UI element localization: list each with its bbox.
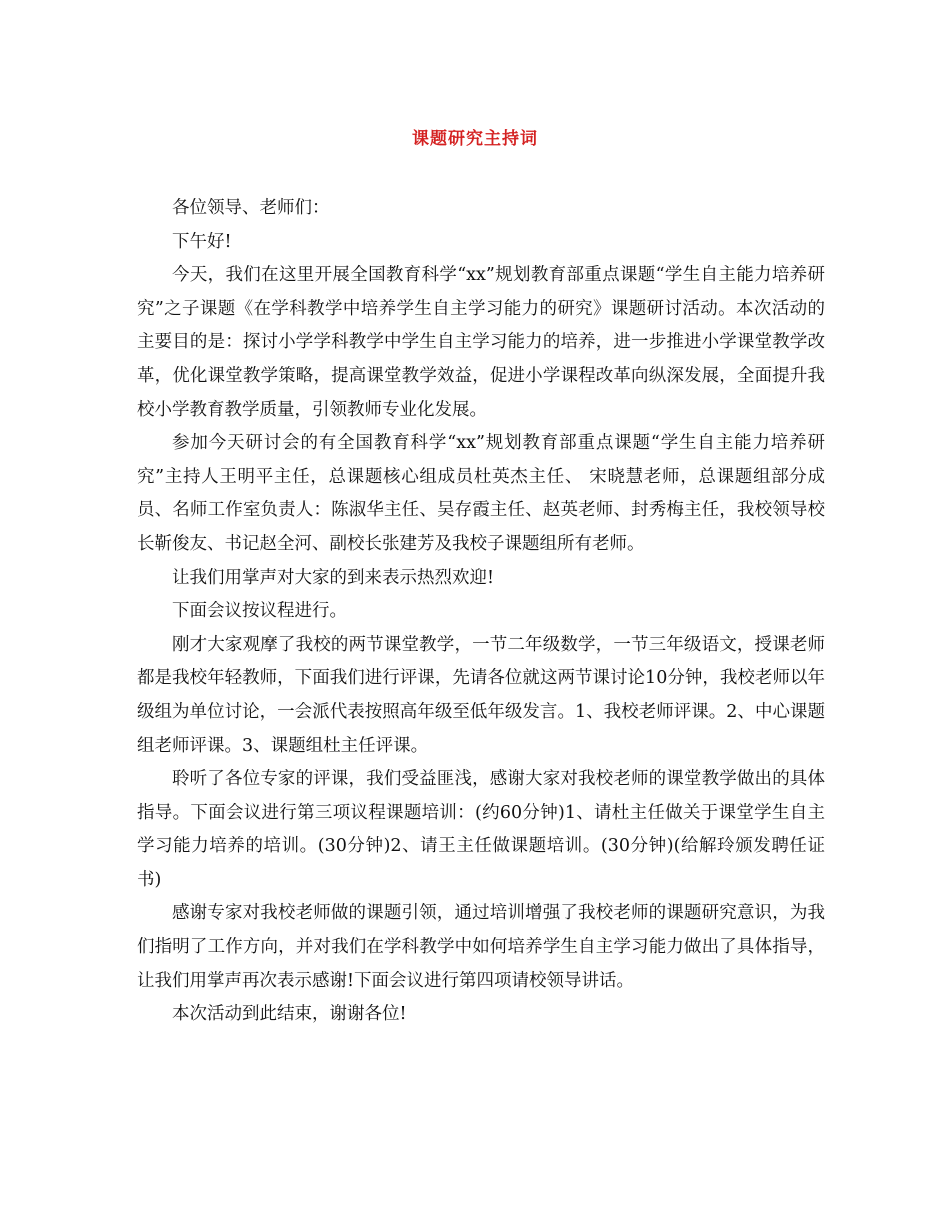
paragraph-greeting: 各位领导、老师们： (172, 198, 330, 218)
paragraph-introduction: 今天，我们在这里开展全国教育科学“xx”规划教育部重点课题“学生自主能力培养研究”之子课题《在学科教学中培养学生自主学习能力的研究》课题研讨活动。本次活动的主要目的是：探讨小学学科教学中学生自主学习能力的培养，进一步推进小学课堂教学改革，优化课堂教学策略，提高课堂教学效益，促进小学课程改革向纵深发展，全面提升我校小学教育教学质量，引领教师专业化发展。 (137, 265, 825, 420)
paragraph-attendees: 参加今天研讨会的有全国教育科学“xx”规划教育部重点课题“学生自主能力培养研究”主持人王明平主任，总课题核心组成员杜英杰主任、 宋晓慧老师，总课题组部分成员、名师工作室负责人：陈淑华主任、吴存霞主任、赵英老师、封秀梅主任，我校领导校长靳俊友、书记赵全河、副校长张建芳及我校子课题组所有老师。 (137, 433, 825, 554)
paragraph-thanks: 感谢专家对我校老师做的课题引领，通过培训增强了我校老师的课题研究意识，为我们指明了工作方向，并对我们在学科教学中如何培养学生自主学习能力做出了具体指导，让我们用掌声再次表示感谢!下面会议进行第四项请校领导讲话。 (137, 903, 825, 991)
paragraph-good-afternoon: 下午好! (172, 231, 232, 252)
paragraph-agenda: 下面会议按议程进行。 (172, 601, 347, 622)
paragraph-closing: 本次活动到此结束，谢谢各位! (172, 1004, 407, 1025)
paragraph-lesson-review: 刚才大家观摩了我校的两节课堂教学，一节二年级数学，一节三年级语文，授课老师都是我校年轻教师，下面我们进行评课，先请各位就这两节课讨论10分钟，我校老师以年级组为单位讨论，一会派代表按照高年级至低年级发言。1、我校老师评课。2、中心课题组老师评课。3、课题组杜主任评课。 (137, 634, 825, 756)
paragraph-training: 聆听了各位专家的评课，我们受益匪浅，感谢大家对我校老师的课堂教学做出的具体指导。下面会议进行第三项议程课题培训：(约60分钟)1、请杜主任做关于课堂学生自主学习能力培养的培训。(30分钟)2、请王主任做课题培训。(30分钟)(给解玲颁发聘任证书) (137, 769, 825, 890)
paragraph-welcome: 让我们用掌声对大家的到来表示热烈欢迎! (172, 567, 495, 588)
document-title: 课题研究主持词 (412, 129, 538, 149)
document-body (137, 192, 825, 1032)
